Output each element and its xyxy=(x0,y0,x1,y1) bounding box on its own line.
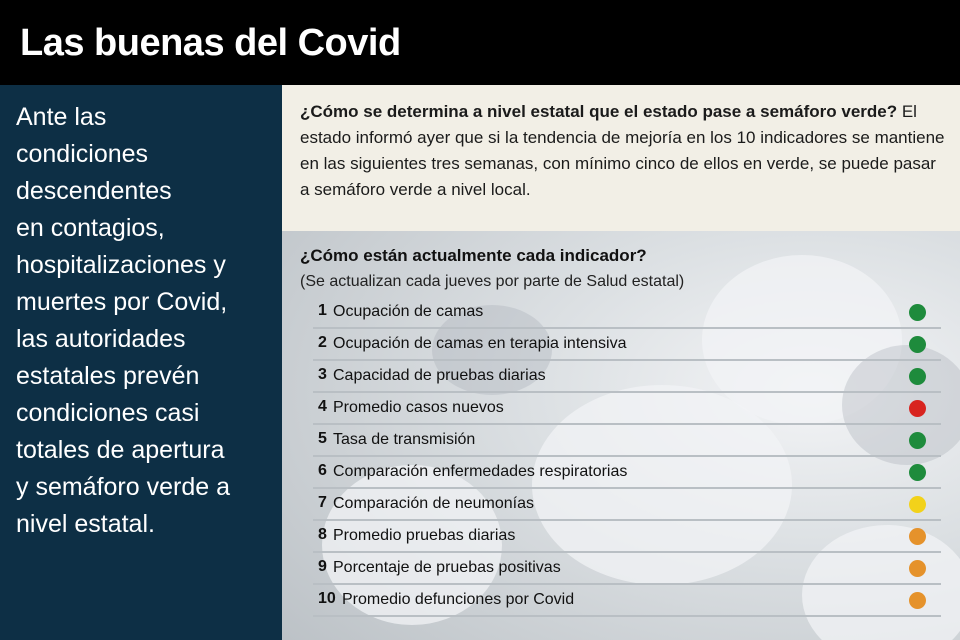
indicator-row xyxy=(313,329,941,361)
indicator-list xyxy=(313,297,941,617)
indicator-label: Comparación de neumonías xyxy=(333,495,535,512)
intro-text xyxy=(16,99,278,543)
intro-line: condiciones xyxy=(16,140,149,168)
question-body: El estado informó ayer que si la tendencia de mejoría en los 10 indicadores se mantiene en las siguientes tres semanas, con mínimo cinco de ellos en verde, se puede pasar a semáforo verde a nivel local. xyxy=(300,102,945,199)
intro-line: y semáforo verde a xyxy=(16,473,230,501)
status-dot-icon xyxy=(909,304,926,321)
indicator-label: Ocupación de camas xyxy=(333,303,484,320)
indicator-row xyxy=(313,489,941,521)
indicator-label: Capacidad de pruebas diarias xyxy=(333,367,546,384)
intro-line: las autoridades xyxy=(16,325,186,353)
question-text xyxy=(300,99,945,203)
status-dot-icon xyxy=(909,496,926,513)
indicator-row xyxy=(313,393,941,425)
status-dot-icon xyxy=(909,560,926,577)
indicator-label: Tasa de transmisión xyxy=(333,431,476,448)
status-dot-icon xyxy=(909,400,926,417)
status-dot-icon xyxy=(909,336,926,353)
indicator-label: Comparación enfermedades respiratorias xyxy=(333,463,628,480)
intro-line: descendentes xyxy=(16,177,172,205)
intro-line: nivel estatal. xyxy=(16,510,155,538)
indicator-row xyxy=(313,521,941,553)
indicator-number: 7 xyxy=(318,494,327,511)
status-dot-icon xyxy=(909,592,926,609)
indicator-number: 2 xyxy=(318,334,327,351)
status-dot-icon xyxy=(909,528,926,545)
indicator-row xyxy=(313,457,941,489)
indicator-label: Porcentaje de pruebas positivas xyxy=(333,559,561,576)
intro-line: condiciones casi xyxy=(16,399,200,427)
indicator-number: 5 xyxy=(318,430,327,447)
indicator-number: 1 xyxy=(318,302,327,319)
indicator-label: Promedio pruebas diarias xyxy=(333,527,516,544)
indicator-number: 10 xyxy=(318,590,336,607)
page-title: Las buenas del Covid xyxy=(20,22,401,64)
indicator-label: Promedio casos nuevos xyxy=(333,399,504,416)
indicator-row xyxy=(313,553,941,585)
intro-line: muertes por Covid, xyxy=(16,288,228,316)
intro-line: hospitalizaciones y xyxy=(16,251,226,279)
intro-line: en contagios, xyxy=(16,214,165,242)
indicator-row xyxy=(313,585,941,617)
question-box xyxy=(282,85,960,231)
question-title: ¿Cómo se determina a nivel estatal que el estado pase a semáforo verde? xyxy=(300,102,898,121)
indicators-subheading: (Se actualizan cada jueves por parte de Salud estatal) xyxy=(300,273,685,290)
indicator-row xyxy=(313,297,941,329)
intro-panel xyxy=(0,85,282,640)
indicator-number: 3 xyxy=(318,366,327,383)
indicator-row xyxy=(313,361,941,393)
intro-line: estatales prevén xyxy=(16,362,200,390)
title-bar xyxy=(0,0,960,85)
indicators-heading: ¿Cómo están actualmente cada indicador? xyxy=(300,246,647,265)
indicator-number: 9 xyxy=(318,558,327,575)
status-dot-icon xyxy=(909,368,926,385)
intro-line: totales de apertura xyxy=(16,436,225,464)
indicator-label: Promedio defunciones por Covid xyxy=(342,591,575,608)
indicator-row xyxy=(313,425,941,457)
indicator-number: 8 xyxy=(318,526,327,543)
indicator-label: Ocupación de camas en terapia intensiva xyxy=(333,335,627,352)
indicator-number: 6 xyxy=(318,462,327,479)
indicator-number: 4 xyxy=(318,398,327,415)
intro-line: Ante las xyxy=(16,103,107,131)
status-dot-icon xyxy=(909,464,926,481)
status-dot-icon xyxy=(909,432,926,449)
